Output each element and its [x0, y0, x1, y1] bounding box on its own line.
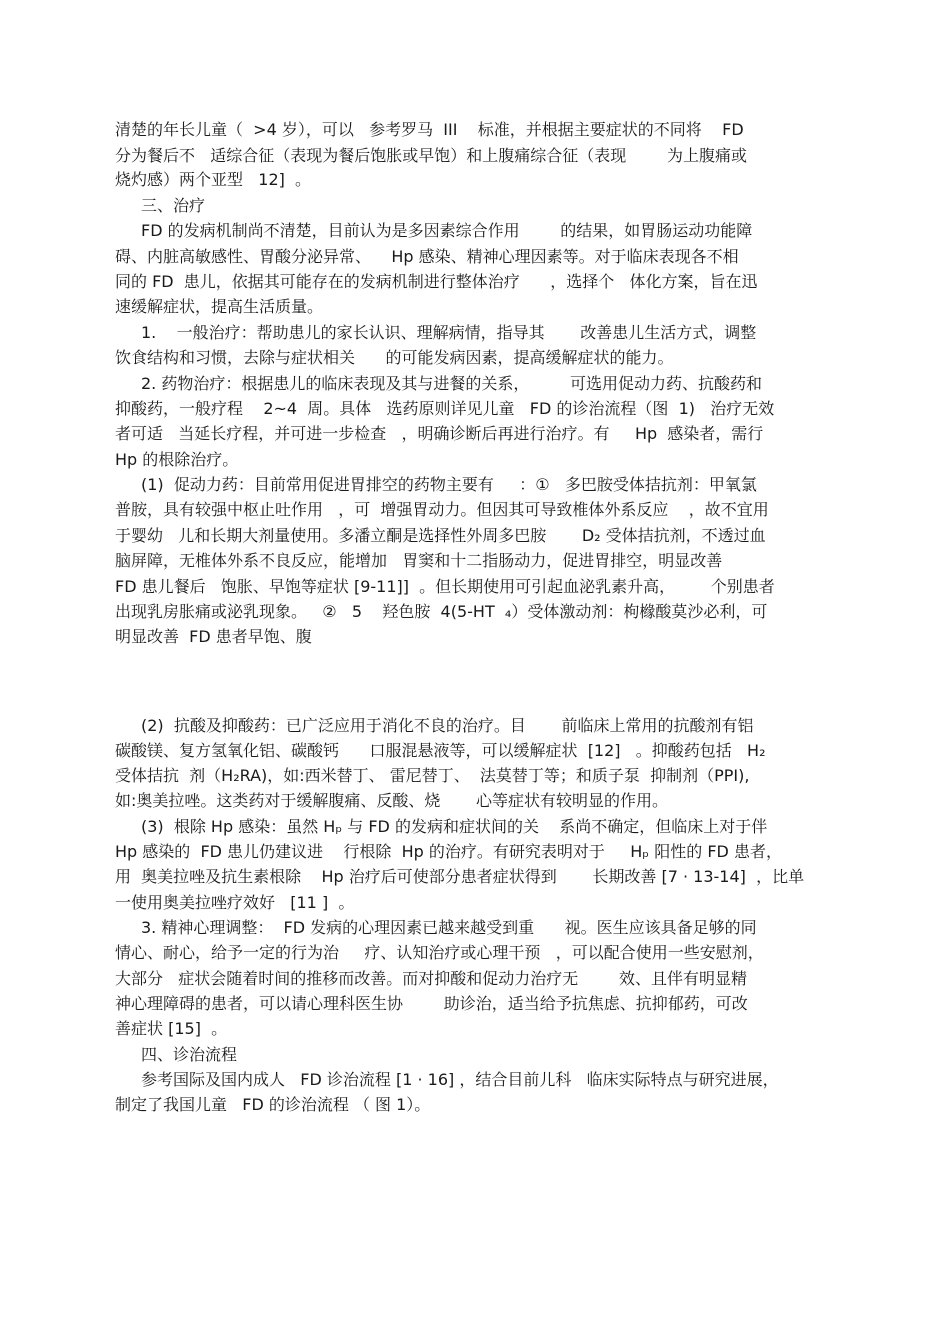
- paragraph-line: 出现乳房胀痛或泌乳现象。 ② 5 羟色胺 4(5-HT ₄）受体激动剂：枸橼酸莫沙必利，可: [115, 602, 768, 621]
- paragraph-line: 1. 一般治疗：帮助患儿的家长认识、理解病情，指导其 改善患儿生活方式，调整: [141, 323, 757, 342]
- section-heading-flow: 四、诊治流程: [141, 1045, 238, 1064]
- paragraph-line: 制定了我国儿童 FD 的诊治流程 （ 图 1）。: [115, 1095, 431, 1114]
- paragraph-line: 同的 FD 患儿，依据其可能存在的发病机制进行整体治疗 ，选择个 体化方案，旨在迅: [115, 272, 758, 291]
- paragraph-line: 速缓解症状，提高生活质量。: [115, 297, 324, 316]
- paragraph-line: 抑酸药，一般疗程 2~4 周。具体 选药原则详见儿童 FD 的诊治流程（图 1) 治疗无效: [115, 399, 775, 418]
- paragraph-line: 如:奥美拉唑。这类药对于缓解腹痛、反酸、烧 心等症状有较明显的作用。: [115, 791, 668, 810]
- paragraph-line: 清楚的年长儿童（ >4 岁），可以 参考罗马 III 标准，并根据主要症状的不同将 FD: [115, 120, 744, 139]
- paragraph-line: FD 的发病机制尚不清楚，目前认为是多因素综合作用 的结果，如胃肠运动功能障: [141, 221, 753, 240]
- paragraph-line: 善症状 [15] 。: [115, 1019, 228, 1038]
- paragraph-line: (2) 抗酸及抑酸药：已广泛应用于消化不良的治疗。目 前临床上常用的抗酸剂有铝: [141, 716, 754, 735]
- paragraph-line: 者可适 当延长疗程，并可进一步检查 ，明确诊断后再进行治疗。有 Hp 感染者，需行: [115, 424, 764, 443]
- paragraph-line: 碳酸镁、复方氢氧化铝、碳酸钙 口服混悬液等，可以缓解症状 [12] 。抑酸药包括 H₂: [115, 741, 766, 760]
- paragraph-line: 饮食结构和习惯，去除与症状相关 的可能发病因素，提高缓解症状的能力。: [115, 348, 674, 367]
- paragraph-line: 受体拮抗 剂（H₂RA)，如:西米替丁、 雷尼替丁、 法莫替丁等；和质子泵 抑制剂（PPI),: [115, 766, 750, 785]
- paragraph-line: 用 奥美拉唑及抗生素根除 Hp 治疗后可使部分患者症状得到 长期改善 [7 · 13-14] ，比单: [115, 867, 805, 886]
- paragraph-line: Hp 的根除治疗。: [115, 450, 239, 469]
- paragraph-line: 大部分 症状会随着时间的推移而改善。而对抑酸和促动力治疗无 效、且伴有明显精: [115, 969, 747, 988]
- paragraph-line: Hp 感染的 FD 患儿仍建议进 行根除 Hp 的治疗。有研究表明对于 Hₚ 阳性的 FD 患者，: [115, 842, 782, 861]
- paragraph-line: (3) 根除 Hp 感染：虽然 Hₚ 与 FD 的发病和症状间的关 系尚不确定，但临床上对于伴: [141, 817, 768, 836]
- paragraph-line: (1) 促动力药：目前常用促进胃排空的药物主要有 ：① 多巴胺受体拮抗剂：甲氧氯: [141, 475, 757, 494]
- paragraph-line: 烧灼感）两个亚型 12] 。: [115, 170, 312, 189]
- paragraph-line: 明显改善 FD 患者早饱、腹: [115, 627, 312, 646]
- paragraph-line: 情心、耐心，给予一定的行为治 疗、认知治疗或心理干预 ，可以配合使用一些安慰剂，: [115, 943, 764, 962]
- paragraph-line: 一使用奥美拉唑疗效好 [11 ] 。: [115, 893, 355, 912]
- paragraph-line: FD 患儿餐后 饱胀、早饱等症状 [9-11]] 。但长期使用可引起血泌乳素升高， 个别患者: [115, 577, 775, 596]
- paragraph-line: 分为餐后不 适综合征（表现为餐后饱胀或早饱）和上腹痛综合征（表现 为上腹痛或: [115, 146, 747, 165]
- paragraph-line: 脑屏障，无椎体外系不良反应，能增加 胃窦和十二指肠动力，促进胃排空，明显改善: [115, 551, 723, 570]
- paragraph-line: 碍、内脏高敏感性、胃酸分泌异常、 Hp 感染、精神心理因素等。对于临床表现各不相: [115, 247, 739, 266]
- paragraph-line: 普胺，具有较强中枢止吐作用 ，可 增强胃动力。但因其可导致椎体外系反应 ，故不宜用: [115, 500, 769, 519]
- paragraph-line: 神心理障碍的患者，可以请心理科医生协 助诊治，适当给予抗焦虑、抗抑郁药，可改: [115, 994, 748, 1013]
- paragraph-line: 3. 精神心理调整： FD 发病的心理因素已越来越受到重 视。医生应该具备足够的同: [141, 918, 757, 937]
- paragraph-line: 2. 药物治疗：根据患儿的临床表现及其与进餐的关系， 可选用促动力药、抗酸药和: [141, 374, 763, 393]
- section-heading-treatment: 三、治疗: [141, 196, 206, 215]
- paragraph-line: 参考国际及国内成人 FD 诊治流程 [1 · 16] ，结合目前儿科 临床实际特点与研究进展，: [141, 1070, 779, 1089]
- paragraph-line: 于婴幼 儿和长期大剂量使用。多潘立酮是选择性外周多巴胺 D₂ 受体拮抗剂，不透过血: [115, 526, 766, 545]
